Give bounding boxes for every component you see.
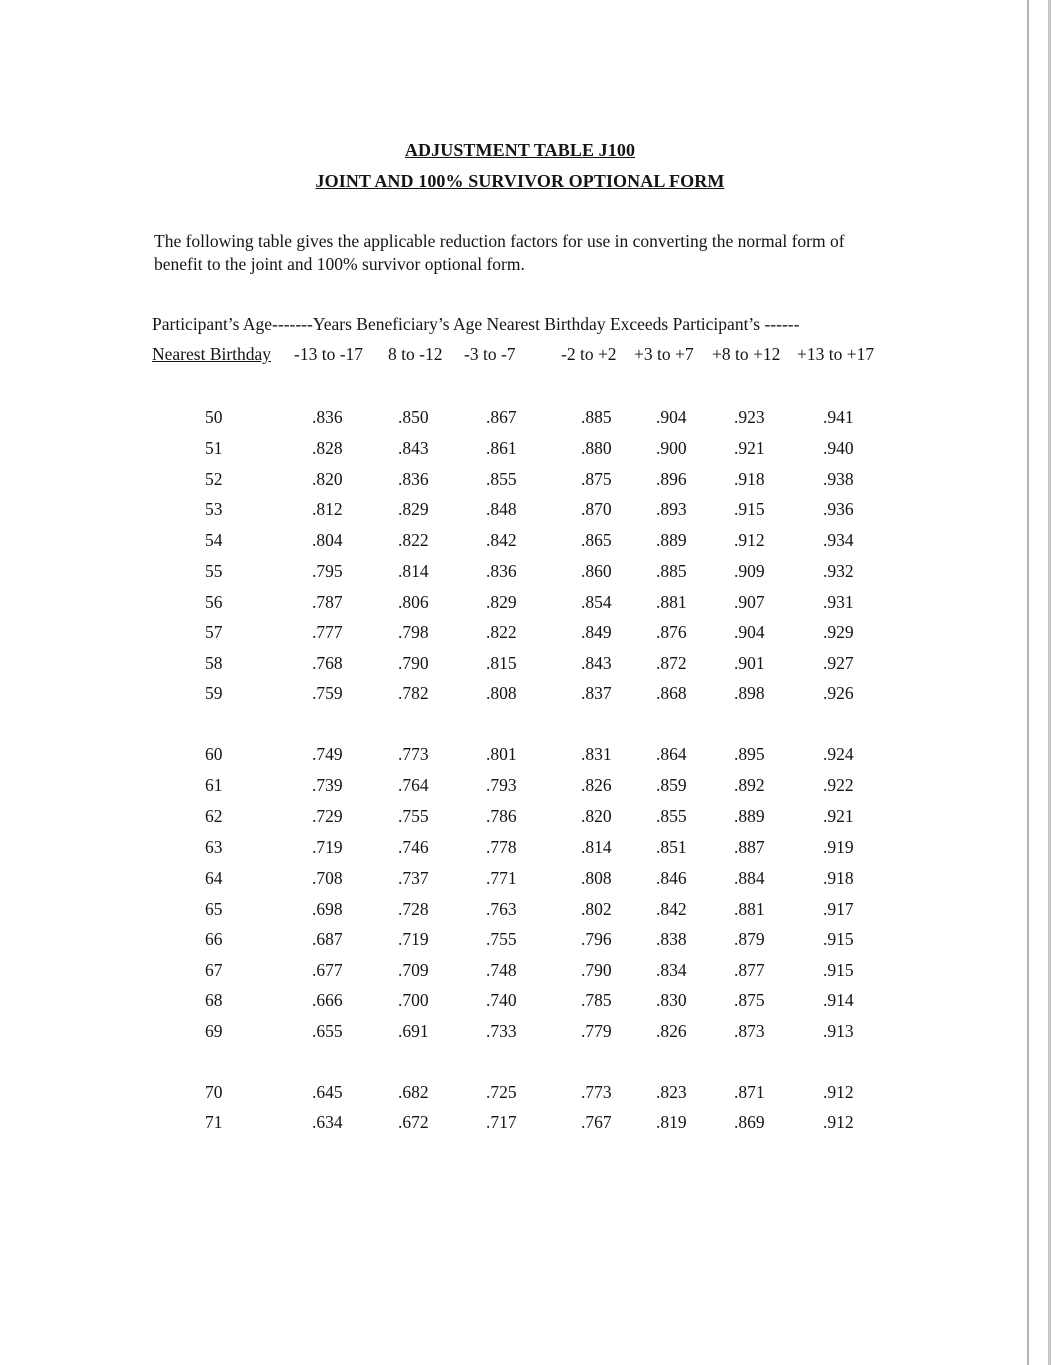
reduction-factor-cell: .787 (312, 592, 343, 612)
reduction-factor-cell: .875 (581, 469, 612, 489)
reduction-factor-cell: .887 (734, 837, 765, 857)
reduction-factor-cell: .677 (312, 960, 343, 980)
reduction-factor-cell: .892 (734, 775, 765, 795)
reduction-factor-cell: .869 (734, 1112, 765, 1132)
reduction-factor-cell: .645 (312, 1082, 343, 1102)
participant-age-cell: 57 (205, 622, 223, 642)
participant-age-cell: 52 (205, 469, 223, 489)
participant-age-cell: 64 (205, 868, 223, 888)
participant-age-cell: 63 (205, 837, 223, 857)
reduction-factor-cell: .764 (398, 775, 429, 795)
participant-age-cell: 56 (205, 592, 223, 612)
reduction-factor-cell: .867 (486, 407, 517, 427)
reduction-factor-cell: .922 (823, 775, 854, 795)
reduction-factor-cell: .768 (312, 653, 343, 673)
reduction-factor-cell: .802 (581, 899, 612, 919)
reduction-factor-cell: .875 (734, 990, 765, 1010)
reduction-factor-cell: .808 (486, 683, 517, 703)
reduction-factor-cell: .919 (823, 837, 854, 857)
reduction-factor-cell: .909 (734, 561, 765, 581)
reduction-factor-cell: .782 (398, 683, 429, 703)
reduction-factor-cell: .708 (312, 868, 343, 888)
reduction-factor-cell: .918 (734, 469, 765, 489)
reduction-factor-cell: .904 (734, 622, 765, 642)
reduction-factor-cell: .763 (486, 899, 517, 919)
reduction-factor-cell: .921 (734, 438, 765, 458)
reduction-factor-cell: .717 (486, 1112, 517, 1132)
participant-age-cell: 60 (205, 744, 223, 764)
reduction-factor-cell: .870 (581, 499, 612, 519)
reduction-factor-cell: .815 (486, 653, 517, 673)
reduction-factor-cell: .655 (312, 1021, 343, 1041)
reduction-factor-cell: .838 (656, 929, 687, 949)
reduction-factor-cell: .861 (486, 438, 517, 458)
reduction-factor-cell: .826 (581, 775, 612, 795)
reduction-factor-cell: .749 (312, 744, 343, 764)
reduction-factor-cell: .740 (486, 990, 517, 1010)
reduction-factor-cell: .871 (734, 1082, 765, 1102)
reduction-factor-cell: .826 (656, 1021, 687, 1041)
reduction-factor-cell: .739 (312, 775, 343, 795)
participant-age-cell: 54 (205, 530, 223, 550)
reduction-factor-cell: .691 (398, 1021, 429, 1041)
reduction-factor-cell: .848 (486, 499, 517, 519)
reduction-factor-cell: .881 (656, 592, 687, 612)
reduction-factor-cell: .927 (823, 653, 854, 673)
scan-edge-line (1048, 0, 1051, 1365)
reduction-factor-cell: .846 (656, 868, 687, 888)
reduction-factor-cell: .877 (734, 960, 765, 980)
reduction-factor-cell: .912 (734, 530, 765, 550)
reduction-factor-cell: .634 (312, 1112, 343, 1132)
reduction-factor-cell: .918 (823, 868, 854, 888)
reduction-factor-cell: .904 (656, 407, 687, 427)
reduction-factor-cell: .842 (486, 530, 517, 550)
reduction-factor-cell: .822 (398, 530, 429, 550)
column-header: -3 to -7 (464, 344, 516, 364)
participant-age-cell: 70 (205, 1082, 223, 1102)
reduction-factor-cell: .940 (823, 438, 854, 458)
reduction-factor-cell: .914 (823, 990, 854, 1010)
reduction-factor-cell: .915 (823, 960, 854, 980)
reduction-factor-cell: .879 (734, 929, 765, 949)
reduction-factor-cell: .820 (581, 806, 612, 826)
reduction-factor-cell: .786 (486, 806, 517, 826)
document-subtitle: JOINT AND 100% SURVIVOR OPTIONAL FORM (315, 171, 725, 191)
reduction-factor-cell: .700 (398, 990, 429, 1010)
reduction-factor-cell: .913 (823, 1021, 854, 1041)
reduction-factor-cell: .779 (581, 1021, 612, 1041)
reduction-factor-cell: .785 (581, 990, 612, 1010)
participant-age-cell: 66 (205, 929, 223, 949)
reduction-factor-cell: .873 (734, 1021, 765, 1041)
reduction-factor-cell: .938 (823, 469, 854, 489)
reduction-factor-cell: .860 (581, 561, 612, 581)
reduction-factor-cell: .755 (398, 806, 429, 826)
reduction-factor-cell: .790 (581, 960, 612, 980)
reduction-factor-cell: .855 (486, 469, 517, 489)
reduction-factor-cell: .820 (312, 469, 343, 489)
document-title: ADJUSTMENT TABLE J100 (404, 140, 636, 160)
reduction-factor-cell: .850 (398, 407, 429, 427)
reduction-factor-cell: .915 (734, 499, 765, 519)
reduction-factor-cell: .666 (312, 990, 343, 1010)
reduction-factor-cell: .829 (398, 499, 429, 519)
participant-age-cell: 53 (205, 499, 223, 519)
participant-age-cell: 59 (205, 683, 223, 703)
reduction-factor-cell: .831 (581, 744, 612, 764)
column-header: -2 to +2 (561, 344, 617, 364)
reduction-factor-cell: .777 (312, 622, 343, 642)
reduction-factor-cell: .829 (486, 592, 517, 612)
reduction-factor-cell: .896 (656, 469, 687, 489)
reduction-factor-cell: .834 (656, 960, 687, 980)
scan-edge-line (1027, 0, 1029, 1365)
participant-age-cell: 51 (205, 438, 223, 458)
reduction-factor-cell: .725 (486, 1082, 517, 1102)
reduction-factor-cell: .929 (823, 622, 854, 642)
reduction-factor-cell: .709 (398, 960, 429, 980)
reduction-factor-cell: .746 (398, 837, 429, 857)
reduction-factor-cell: .812 (312, 499, 343, 519)
reduction-factor-cell: .855 (656, 806, 687, 826)
reduction-factor-cell: .822 (486, 622, 517, 642)
reduction-factor-cell: .889 (734, 806, 765, 826)
reduction-factor-cell: .773 (581, 1082, 612, 1102)
reduction-factor-cell: .865 (581, 530, 612, 550)
participant-age-cell: 67 (205, 960, 223, 980)
reduction-factor-cell: .876 (656, 622, 687, 642)
reduction-factor-cell: .733 (486, 1021, 517, 1041)
reduction-factor-cell: .755 (486, 929, 517, 949)
reduction-factor-cell: .843 (398, 438, 429, 458)
column-header: +13 to +17 (797, 344, 875, 364)
participant-age-cell: 71 (205, 1112, 223, 1132)
reduction-factor-cell: .893 (656, 499, 687, 519)
reduction-factor-cell: .790 (398, 653, 429, 673)
reduction-factor-cell: .828 (312, 438, 343, 458)
reduction-factor-cell: .895 (734, 744, 765, 764)
reduction-factor-cell: .806 (398, 592, 429, 612)
reduction-factor-cell: .819 (656, 1112, 687, 1132)
reduction-factor-cell: .907 (734, 592, 765, 612)
participant-age-cell: 65 (205, 899, 223, 919)
reduction-factor-cell: .773 (398, 744, 429, 764)
reduction-factor-cell: .737 (398, 868, 429, 888)
reduction-factor-cell: .901 (734, 653, 765, 673)
reduction-factor-cell: .859 (656, 775, 687, 795)
reduction-factor-cell: .729 (312, 806, 343, 826)
reduction-factor-cell: .864 (656, 744, 687, 764)
reduction-factor-cell: .881 (734, 899, 765, 919)
column-header: +8 to +12 (712, 344, 781, 364)
reduction-factor-cell: .808 (581, 868, 612, 888)
reduction-factor-cell: .885 (581, 407, 612, 427)
reduction-factor-cell: .843 (581, 653, 612, 673)
reduction-factor-cell: .889 (656, 530, 687, 550)
reduction-factor-cell: .687 (312, 929, 343, 949)
row-label-header: Nearest Birthday (152, 344, 272, 364)
reduction-factor-cell: .719 (398, 929, 429, 949)
reduction-factor-cell: .719 (312, 837, 343, 857)
reduction-factor-cell: .814 (581, 837, 612, 857)
reduction-factor-cell: .728 (398, 899, 429, 919)
participant-age-cell: 50 (205, 407, 223, 427)
reduction-factor-cell: .836 (486, 561, 517, 581)
reduction-factor-cell: .931 (823, 592, 854, 612)
participant-age-cell: 61 (205, 775, 223, 795)
participant-age-cell: 68 (205, 990, 223, 1010)
reduction-factor-cell: .872 (656, 653, 687, 673)
reduction-factor-cell: .798 (398, 622, 429, 642)
participant-age-cell: 62 (205, 806, 223, 826)
reduction-factor-cell: .793 (486, 775, 517, 795)
reduction-factor-cell: .851 (656, 837, 687, 857)
reduction-factor-cell: .932 (823, 561, 854, 581)
participant-age-cell: 58 (205, 653, 223, 673)
reduction-factor-cell: .924 (823, 744, 854, 764)
reduction-factor-cell: .698 (312, 899, 343, 919)
reduction-factor-cell: .854 (581, 592, 612, 612)
reduction-factor-cell: .868 (656, 683, 687, 703)
reduction-factor-cell: .936 (823, 499, 854, 519)
column-header: +3 to +7 (634, 344, 694, 364)
reduction-factor-cell: .915 (823, 929, 854, 949)
reduction-factor-cell: .823 (656, 1082, 687, 1102)
reduction-factor-cell: .898 (734, 683, 765, 703)
reduction-factor-cell: .682 (398, 1082, 429, 1102)
reduction-factor-cell: .884 (734, 868, 765, 888)
reduction-factor-cell: .795 (312, 561, 343, 581)
reduction-factor-cell: .921 (823, 806, 854, 826)
reduction-factor-cell: .759 (312, 683, 343, 703)
reduction-factor-cell: .836 (398, 469, 429, 489)
reduction-factor-cell: .771 (486, 868, 517, 888)
reduction-factor-cell: .778 (486, 837, 517, 857)
participant-age-cell: 69 (205, 1021, 223, 1041)
reduction-factor-cell: .842 (656, 899, 687, 919)
reduction-factor-cell: .923 (734, 407, 765, 427)
reduction-factor-cell: .767 (581, 1112, 612, 1132)
reduction-factor-cell: .926 (823, 683, 854, 703)
reduction-factor-cell: .748 (486, 960, 517, 980)
intro-paragraph: The following table gives the applicable reduction factors for use in converting the normal form of benefit to the joint and 100% survivor optional form. (154, 231, 845, 274)
reduction-factor-cell: .900 (656, 438, 687, 458)
reduction-factor-cell: .880 (581, 438, 612, 458)
reduction-factor-cell: .830 (656, 990, 687, 1010)
reduction-factor-cell: .801 (486, 744, 517, 764)
reduction-factor-cell: .672 (398, 1112, 429, 1132)
table-header-line: Participant’s Age-------Years Beneficiary’s Age Nearest Birthday Exceeds Participant’s ------ (152, 314, 800, 334)
reduction-factor-cell: .849 (581, 622, 612, 642)
reduction-factor-cell: .836 (312, 407, 343, 427)
reduction-factor-cell: .912 (823, 1112, 854, 1132)
reduction-factor-cell: .917 (823, 899, 854, 919)
column-header: 8 to -12 (388, 344, 443, 364)
column-header: -13 to -17 (294, 344, 364, 364)
reduction-factor-cell: .796 (581, 929, 612, 949)
reduction-factor-cell: .804 (312, 530, 343, 550)
reduction-factor-cell: .837 (581, 683, 612, 703)
participant-age-cell: 55 (205, 561, 223, 581)
reduction-factor-cell: .885 (656, 561, 687, 581)
reduction-factor-cell: .941 (823, 407, 854, 427)
reduction-factor-cell: .934 (823, 530, 854, 550)
reduction-factor-cell: .912 (823, 1082, 854, 1102)
reduction-factor-cell: .814 (398, 561, 429, 581)
